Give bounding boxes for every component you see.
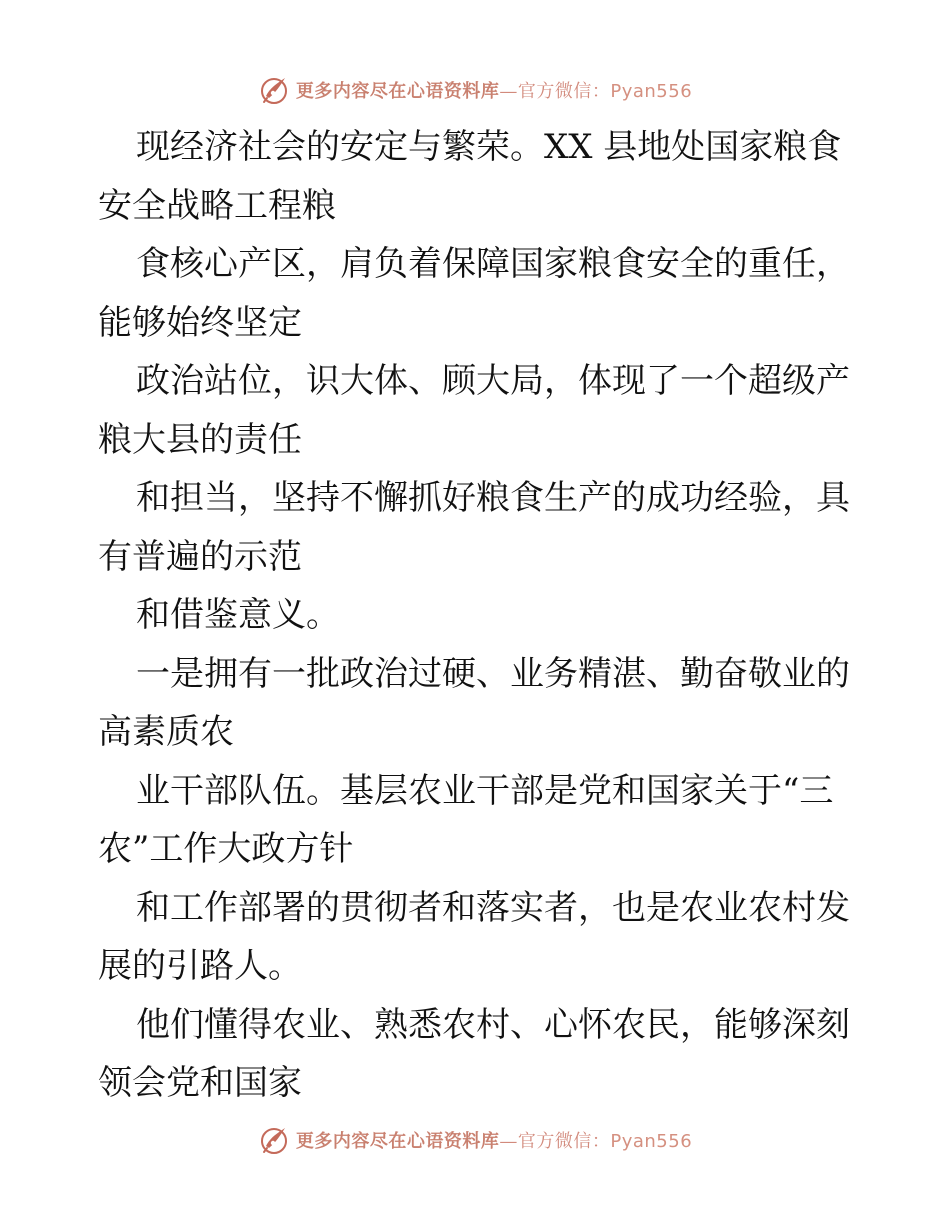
banner-text <box>296 77 692 103</box>
paragraph-line: 高素质农 <box>98 712 234 752</box>
paragraph-line: 粮大县的责任 <box>98 419 302 460</box>
banner-dash: — <box>499 81 518 102</box>
banner-wechat-id: Pyan556 <box>610 81 693 102</box>
banner-site-text: 更多内容尽在心语资料库 <box>295 81 500 102</box>
paragraph-line: 有普遍的示范 <box>98 536 302 577</box>
paragraph-line: 业干部队伍。基层农业干部是党和国家关于“三 <box>136 770 834 811</box>
banner-wechat-id: Pyan556 <box>610 1131 693 1152</box>
paragraph-line: 农”工作大政方针 <box>98 829 354 869</box>
paragraph-line: 领会党和国家 <box>98 1063 302 1103</box>
banner-dash: — <box>499 1131 518 1152</box>
quill-logo-icon <box>258 1124 290 1156</box>
paragraph-line: 他们懂得农业、熟悉农村、心怀农民，能够深刻 <box>136 1004 850 1045</box>
banner-text <box>296 1127 692 1153</box>
header-banner <box>0 70 950 110</box>
paragraph-line: 一是拥有一批政治过硬、业务精湛、勤奋敬业的 <box>136 653 850 694</box>
quill-logo-icon <box>258 74 290 106</box>
paragraph-line: 和担当，坚持不懈抓好粮食生产的成功经验，具 <box>136 478 850 518</box>
footer-banner <box>0 1120 950 1160</box>
paragraph-line: 和工作部署的贯彻者和落实者，也是农业农村发 <box>136 887 850 928</box>
paragraph-line: 现经济社会的安定与繁荣。XX 县地处国家粮食 <box>136 127 842 167</box>
paragraph-line: 和借鉴意义。 <box>136 595 340 635</box>
paragraph-line: 食核心产区，肩负着保障国家粮食安全的重任， <box>136 244 850 284</box>
banner-site-text: 更多内容尽在心语资料库 <box>295 1131 500 1152</box>
paragraph-line: 安全战略工程粮 <box>98 185 336 226</box>
banner-wechat-label: 官方微信： <box>517 1131 611 1152</box>
paragraph-line: 政治站位，识大体、顾大局，体现了一个超级产 <box>136 361 850 401</box>
paragraph-line: 能够始终坚定 <box>98 302 302 343</box>
banner-wechat-label: 官方微信： <box>517 81 611 102</box>
paragraph-line: 展的引路人。 <box>98 946 302 986</box>
body-text <box>98 118 858 1113</box>
